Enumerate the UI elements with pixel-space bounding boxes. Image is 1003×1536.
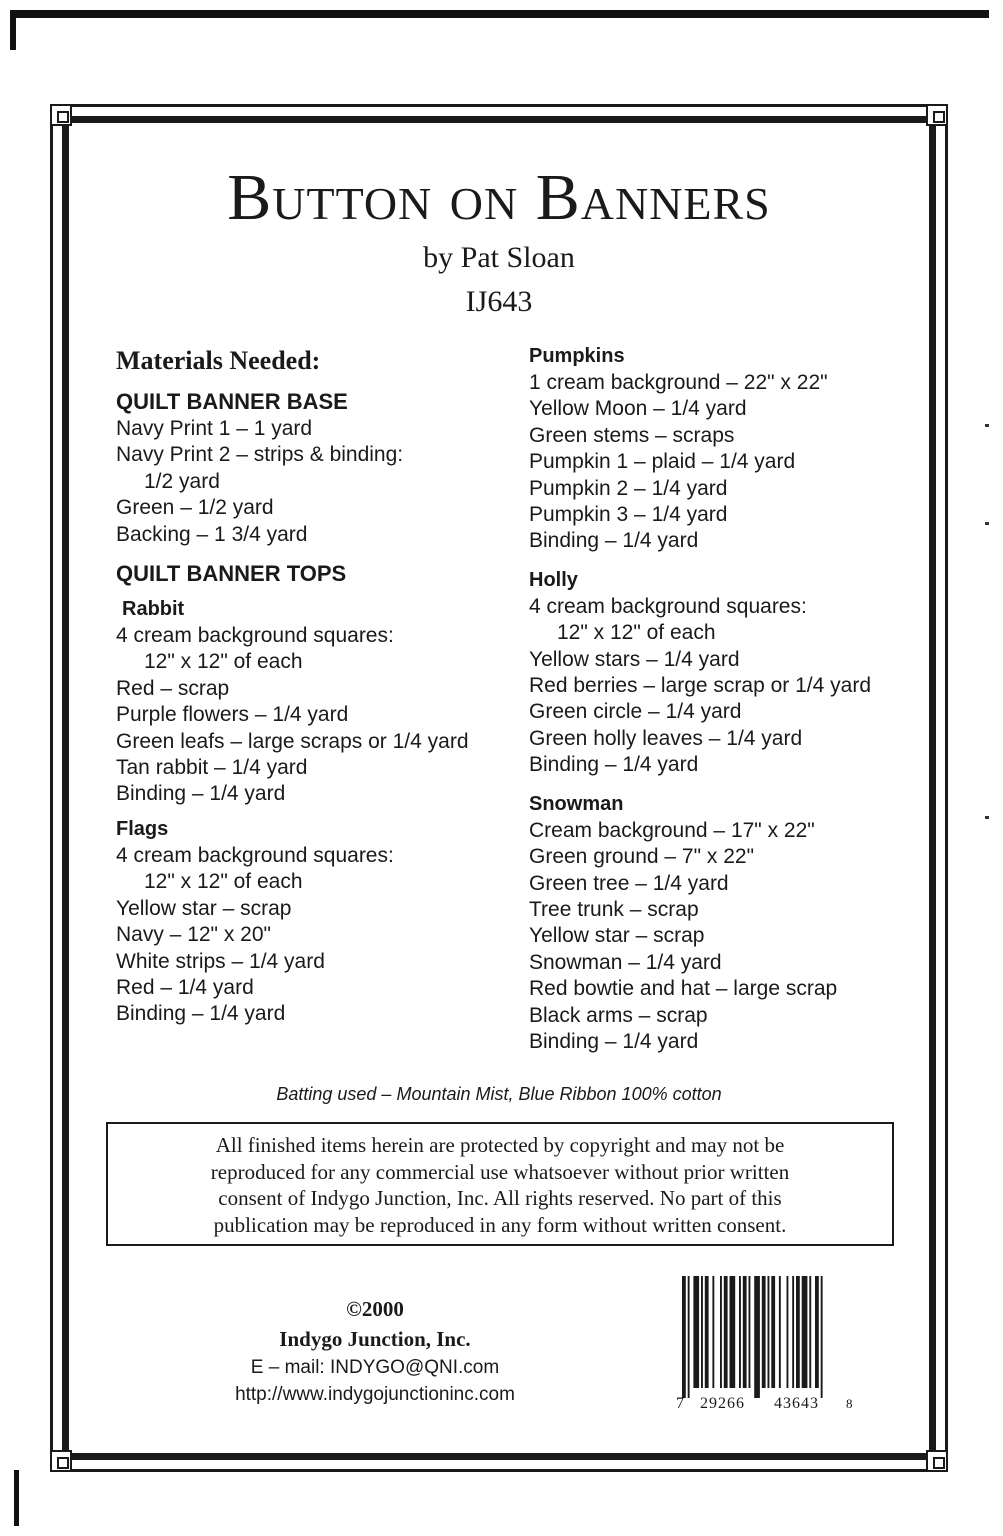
copyright-year: ©2000 [346, 1297, 404, 1321]
frame-corner-icon [50, 104, 72, 126]
material-line: Green ground – 7" x 22" [529, 845, 755, 869]
author-byline: by Pat Sloan [423, 241, 575, 274]
material-line: Yellow Moon – 1/4 yard [529, 397, 747, 421]
copyright-line: publication may be reproduced in any form without written consent. [213, 1212, 787, 1237]
publisher-name: Indygo Junction, Inc. [279, 1327, 471, 1351]
material-line: Green – 1/2 yard [116, 496, 274, 520]
materials-right-column [529, 343, 929, 1055]
materials-heading: Materials Needed: [116, 346, 321, 375]
barcode-check-digit: 8 [846, 1396, 853, 1411]
frame-corner-icon [50, 1450, 72, 1472]
publisher-email: E – mail: INDYGO@QNI.com [250, 1357, 500, 1378]
material-line: Binding – 1/4 yard [529, 1029, 699, 1053]
material-line: 12" x 12" of each [144, 870, 303, 894]
material-line: 12" x 12" of each [144, 650, 303, 674]
section-heading-tops: QUILT BANNER TOPS [116, 561, 347, 587]
material-line: Snowman – 1/4 yard [529, 950, 722, 974]
group-heading-flags: Flags [116, 817, 169, 840]
materials-left-column [116, 344, 516, 1028]
page-title: Button on Banners [227, 161, 771, 234]
material-line: Cream background – 17" x 22" [529, 818, 815, 842]
material-line: Black arms – scrap [529, 1003, 708, 1027]
material-line: 1/2 yard [144, 469, 220, 493]
frame-corner-icon [926, 104, 948, 126]
material-line: Binding – 1/4 yard [529, 529, 699, 553]
pattern-code: IJ643 [465, 285, 533, 318]
frame-corner-icon [926, 1450, 948, 1472]
material-line: 1 cream background – 22" x 22" [529, 371, 828, 394]
publisher-info [190, 1294, 560, 1408]
material-line: Navy Print 2 – strips & binding: [116, 443, 404, 467]
material-line: Binding – 1/4 yard [529, 753, 699, 777]
material-line: Yellow star – scrap [529, 924, 705, 948]
scan-edge-left [10, 10, 16, 50]
material-line: Navy – 12" x 20" [116, 923, 271, 947]
material-line: Tan rabbit – 1/4 yard [116, 756, 308, 780]
group-heading-holly: Holly [529, 568, 578, 591]
material-line: Red berries – large scrap or 1/4 yard [529, 674, 871, 698]
material-line: Red bowtie and hat – large scrap [529, 977, 838, 1001]
copyright-line: reproduced for any commercial use whatsoever without prior written [210, 1159, 790, 1184]
scan-edge-top [14, 10, 989, 18]
barcode-group-right: 43643 [774, 1395, 819, 1412]
publisher-website: http://www.indygojunctioninc.com [235, 1384, 515, 1405]
material-line: Backing – 1 3/4 yard [116, 522, 308, 546]
material-line: Purple flowers – 1/4 yard [116, 703, 349, 727]
copyright-text [150, 1132, 850, 1238]
copyright-notice-box [106, 1122, 894, 1246]
material-line: Green holly leaves – 1/4 yard [529, 726, 803, 750]
material-line: Green circle – 1/4 yard [529, 700, 742, 724]
material-line: Binding – 1/4 yard [116, 782, 286, 806]
material-line: Yellow star – scrap [116, 896, 292, 920]
material-line: Green stems – scraps [529, 423, 735, 447]
material-line: 12" x 12" of each [557, 621, 716, 645]
copyright-line: consent of Indygo Junction, Inc. All rights reserved. No part of this [218, 1186, 782, 1210]
material-line: Pumpkin 3 – 1/4 yard [529, 503, 728, 527]
material-line: Binding – 1/4 yard [116, 1002, 286, 1026]
barcode-first-digit: 7 [676, 1395, 684, 1412]
barcode-bars-icon [682, 1276, 852, 1398]
scan-edge-left-bottom [14, 1470, 19, 1526]
material-line: Red – 1/4 yard [116, 975, 254, 999]
material-line: Green tree – 1/4 yard [529, 871, 729, 895]
material-line: 4 cream background squares: [116, 624, 394, 648]
material-line: 4 cream background squares: [529, 594, 807, 618]
material-line: 4 cream background squares: [116, 843, 394, 867]
margin-mark [985, 424, 989, 427]
upc-barcode [676, 1276, 862, 1424]
batting-note: Batting used – Mountain Mist, Blue Ribbon 100% cotton [276, 1084, 722, 1104]
group-heading-snowman: Snowman [529, 792, 624, 815]
barcode-group-left: 29266 [700, 1395, 745, 1412]
material-line: Pumpkin 1 – plaid – 1/4 yard [529, 450, 796, 474]
material-line: Green leafs – large scraps or 1/4 yard [116, 729, 469, 753]
material-line: Yellow stars – 1/4 yard [529, 647, 740, 671]
group-heading-pumpkins: Pumpkins [529, 345, 625, 367]
margin-mark [985, 816, 989, 819]
material-line: White strips – 1/4 yard [116, 949, 325, 973]
group-heading-rabbit: Rabbit [122, 598, 185, 621]
section-heading-base: QUILT BANNER BASE [116, 389, 348, 414]
margin-mark [985, 522, 989, 525]
copyright-line: All finished items herein are protected by copyright and may not be [215, 1133, 785, 1157]
material-line: Pumpkin 2 – 1/4 yard [529, 476, 728, 500]
material-line: Navy Print 1 – 1 yard [116, 417, 313, 440]
material-line: Tree trunk – scrap [529, 897, 699, 921]
material-line: Red – scrap [116, 676, 230, 700]
